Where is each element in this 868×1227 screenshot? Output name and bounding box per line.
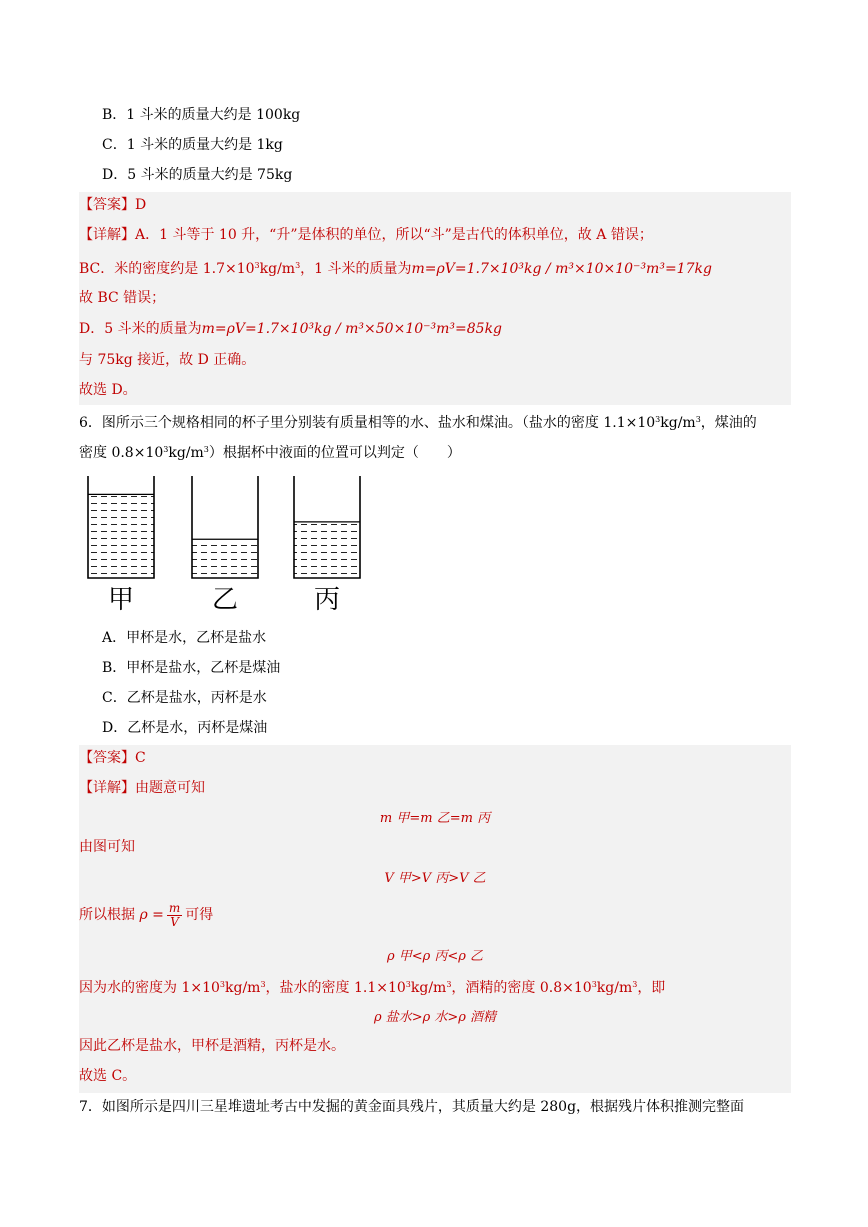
cups-figure: [80, 472, 370, 617]
q6-stem-line-1: 6．图所示三个规格相同的杯子里分别装有质量相等的水、盐水和煤油。（盐水的密度 $1.1\times 10^3kg/m^3$，煤油的: [79, 415, 757, 431]
q5-formula-2: m=ρV=1.7×10³kg / m³×50×10⁻³m³=85kg: [201, 321, 503, 337]
q5-formula-1: m=ρV=1.7×10³kg / m³×10×10⁻³m³=17kg: [411, 261, 712, 277]
q6-detail-5: 因此乙杯是盐水，甲杯是酒精，丙杯是水。: [79, 1038, 345, 1054]
cup-label: 乙: [211, 585, 239, 615]
q5-detail-1: 【详解】A．1 斗等于 10 升，“升”是体积的单位，所以“斗”是古代的体积单位，故 A 错误；: [79, 227, 653, 243]
q5-detail-5: 与 75kg 接近，故 D 正确。: [79, 352, 256, 368]
q6-detail-1: 【详解】由题意可知: [79, 780, 205, 796]
q6-answer: 【答案】C: [79, 750, 146, 766]
q5-detail-4: D．5 斗米的质量为m=ρV=1.7×10³kg / m³×50×10⁻³m³=85kg: [79, 321, 503, 337]
cup-liquid: [294, 522, 360, 578]
q6-option-a: A．甲杯是水，乙杯是盐水: [102, 630, 267, 646]
cup-liquid: [88, 494, 154, 578]
q5-detail-2: BC．米的密度约是 $1.7\times 10^3kg/m^3$，1 斗米的质量为m=ρV=1.7×10³kg / m³×10×10⁻³m³=17kg: [79, 261, 712, 277]
q5-detail-6: 故选 D。: [79, 382, 137, 398]
q5-answer: 【答案】D: [79, 197, 147, 213]
cup-liquid: [192, 539, 258, 578]
q5-option-d: D．5 斗米的质量大约是 75kg: [102, 167, 293, 183]
q5-option-c: C．1 斗米的质量大约是 1kg: [102, 137, 283, 153]
density-fraction: $\frac{m}{V}$: [168, 900, 181, 929]
q6-option-c: C．乙杯是盐水，丙杯是水: [102, 690, 267, 706]
q6-detail-2: 由图可知: [79, 839, 135, 855]
cup-label: 甲: [107, 585, 135, 615]
q7-stem-line-1: 7．如图所示是四川三星堆遗址考古中发掘的黄金面具残片，其质量大约是 280g，根据残片体积推测完整面: [79, 1099, 745, 1115]
q6-equation-mass: m 甲=m 乙=m 丙: [379, 811, 491, 826]
q5-option-b: B．1 斗米的质量大约是 100kg: [102, 107, 301, 123]
q6-stem-line-2: 密度 $0.8\times 10^3kg/m^3$）根据杯中液面的位置可以判定（ ）: [79, 445, 461, 461]
q6-option-d: D．乙杯是水，丙杯是煤油: [102, 720, 268, 736]
q6-equation-volume: V 甲>V 丙>V 乙: [384, 871, 486, 886]
q6-equation-compare: ρ 盐水>ρ 水>ρ 酒精: [373, 1010, 497, 1025]
q6-detail-4: 因为水的密度为 $1\times 10^3kg/m^3$，盐水的密度 $1.1\times 10^3kg/m^3$，酒精的密度 $0.8\times 10^3kg/m^3$，即: [79, 980, 666, 996]
q6-option-b: B．甲杯是盐水，乙杯是煤油: [102, 660, 281, 676]
q6-equation-density: ρ 甲<ρ 丙<ρ 乙: [386, 949, 484, 964]
q6-detail-6: 故选 C。: [79, 1068, 137, 1084]
q5-detail-3: 故 BC 错误；: [79, 290, 166, 306]
q6-detail-3: 所以根据 ρ = $\frac{m}{V}$ 可得: [79, 900, 214, 929]
cup-label: 丙: [313, 585, 341, 615]
